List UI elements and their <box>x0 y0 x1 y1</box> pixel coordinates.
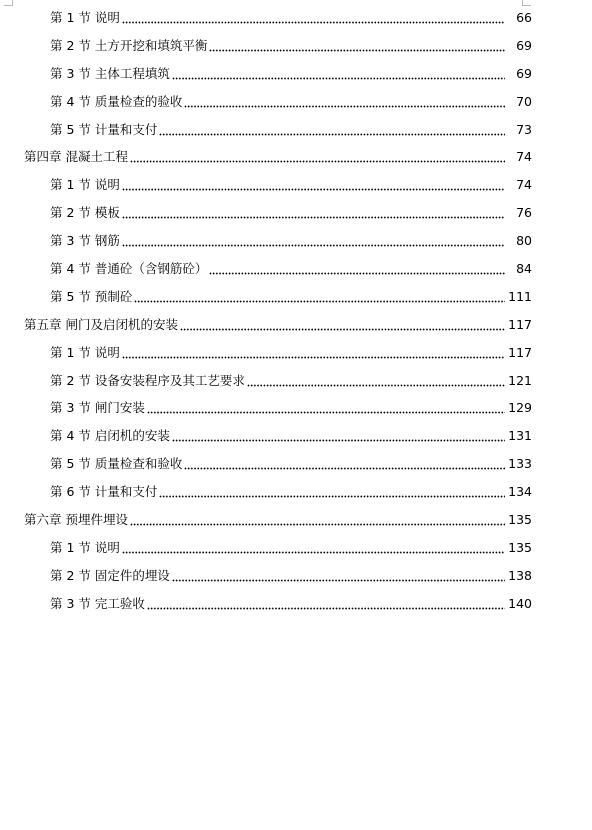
toc-dot-leader <box>122 177 505 193</box>
toc-section-entry[interactable] <box>0 88 592 116</box>
toc-entry-page-number: 70 <box>516 93 532 109</box>
toc-section-entry[interactable] <box>0 534 592 562</box>
toc-section-entry[interactable] <box>0 283 592 311</box>
toc-dot-leader <box>122 540 505 556</box>
toc-section-entry[interactable] <box>0 227 592 255</box>
toc-entry-title: 第 6 节 计量和支付 <box>50 484 158 500</box>
toc-section-entry[interactable] <box>0 590 592 618</box>
toc-dot-leader <box>209 38 505 54</box>
toc-entry-page-number: 117 <box>508 344 532 360</box>
toc-chapter-entry[interactable] <box>0 311 592 339</box>
toc-entry-title: 第 1 节 说明 <box>50 9 120 25</box>
toc-entry-page-number: 129 <box>508 400 532 416</box>
toc-dot-leader <box>130 149 505 165</box>
toc-dot-leader <box>147 400 505 416</box>
toc-dot-leader <box>172 428 505 444</box>
toc-entry-title: 第 4 节 质量检查的验收 <box>50 93 183 109</box>
toc-section-entry[interactable] <box>0 116 592 144</box>
toc-entry-page-number: 76 <box>516 205 532 221</box>
toc-section-entry[interactable] <box>0 171 592 199</box>
toc-entry-page-number: 69 <box>516 37 532 53</box>
toc-entry-title: 第 1 节 说明 <box>50 177 120 193</box>
toc-section-entry[interactable] <box>0 199 592 227</box>
toc-entry-page-number: 74 <box>516 149 532 165</box>
toc-entry-title: 第 1 节 说明 <box>50 539 120 555</box>
toc-entry-title: 第 4 节 启闭机的安装 <box>50 428 170 444</box>
toc-entry-title: 第六章 预埋件埋设 <box>24 511 128 527</box>
toc-entry-page-number: 111 <box>508 288 532 304</box>
toc-entry-page-number: 121 <box>508 372 532 388</box>
toc-entry-page-number: 135 <box>508 539 532 555</box>
toc-dot-leader <box>184 456 505 472</box>
table-of-contents <box>0 4 592 618</box>
toc-entry-page-number: 133 <box>508 456 532 472</box>
toc-dot-leader <box>122 205 505 221</box>
toc-entry-title: 第 3 节 主体工程填筑 <box>50 65 170 81</box>
toc-entry-title: 第 2 节 设备安装程序及其工艺要求 <box>50 372 245 388</box>
toc-section-entry[interactable] <box>0 339 592 367</box>
toc-section-entry[interactable] <box>0 367 592 395</box>
toc-entry-title: 第 3 节 钢筋 <box>50 233 120 249</box>
toc-section-entry[interactable] <box>0 562 592 590</box>
toc-entry-page-number: 134 <box>508 484 532 500</box>
toc-dot-leader <box>209 261 505 277</box>
toc-entry-title: 第 4 节 普通砼（含钢筋砼） <box>50 260 208 276</box>
toc-section-entry[interactable] <box>0 450 592 478</box>
toc-entry-page-number: 135 <box>508 511 532 527</box>
toc-section-entry[interactable] <box>0 32 592 60</box>
toc-section-entry[interactable] <box>0 255 592 283</box>
toc-entry-page-number: 138 <box>508 567 532 583</box>
toc-section-entry[interactable] <box>0 394 592 422</box>
toc-dot-leader <box>159 122 505 138</box>
toc-entry-title: 第 2 节 土方开挖和填筑平衡 <box>50 37 208 53</box>
toc-entry-page-number: 140 <box>508 595 532 611</box>
toc-dot-leader <box>122 10 505 26</box>
toc-dot-leader <box>130 512 505 528</box>
toc-dot-leader <box>147 596 505 612</box>
toc-entry-title: 第 5 节 计量和支付 <box>50 121 158 137</box>
toc-dot-leader <box>172 66 505 82</box>
toc-entry-title: 第五章 闸门及启闭机的安装 <box>24 316 178 332</box>
toc-entry-page-number: 131 <box>508 428 532 444</box>
toc-section-entry[interactable] <box>0 4 592 32</box>
toc-dot-leader <box>172 568 505 584</box>
toc-section-entry[interactable] <box>0 478 592 506</box>
toc-chapter-entry[interactable] <box>0 506 592 534</box>
toc-entry-page-number: 69 <box>516 65 532 81</box>
toc-chapter-entry[interactable] <box>0 143 592 171</box>
toc-dot-leader <box>122 345 505 361</box>
toc-entry-title: 第 5 节 质量检查和验收 <box>50 456 183 472</box>
toc-dot-leader <box>159 484 505 500</box>
toc-dot-leader <box>247 373 505 389</box>
toc-entry-title: 第四章 混凝土工程 <box>24 149 128 165</box>
toc-dot-leader <box>184 94 505 110</box>
toc-entry-title: 第 3 节 完工验收 <box>50 595 145 611</box>
toc-entry-page-number: 73 <box>516 121 532 137</box>
toc-entry-page-number: 66 <box>516 9 532 25</box>
toc-entry-title: 第 2 节 固定件的埋设 <box>50 567 170 583</box>
toc-entry-title: 第 2 节 模板 <box>50 205 120 221</box>
toc-entry-page-number: 74 <box>516 177 532 193</box>
toc-entry-page-number: 80 <box>516 233 532 249</box>
toc-entry-title: 第 3 节 闸门安装 <box>50 400 145 416</box>
toc-dot-leader <box>134 289 505 305</box>
toc-entry-title: 第 5 节 预制砼 <box>50 288 133 304</box>
toc-section-entry[interactable] <box>0 422 592 450</box>
toc-section-entry[interactable] <box>0 60 592 88</box>
toc-entry-page-number: 84 <box>516 260 532 276</box>
toc-entry-title: 第 1 节 说明 <box>50 344 120 360</box>
toc-dot-leader <box>180 317 505 333</box>
toc-dot-leader <box>122 233 505 249</box>
toc-entry-page-number: 117 <box>508 316 532 332</box>
